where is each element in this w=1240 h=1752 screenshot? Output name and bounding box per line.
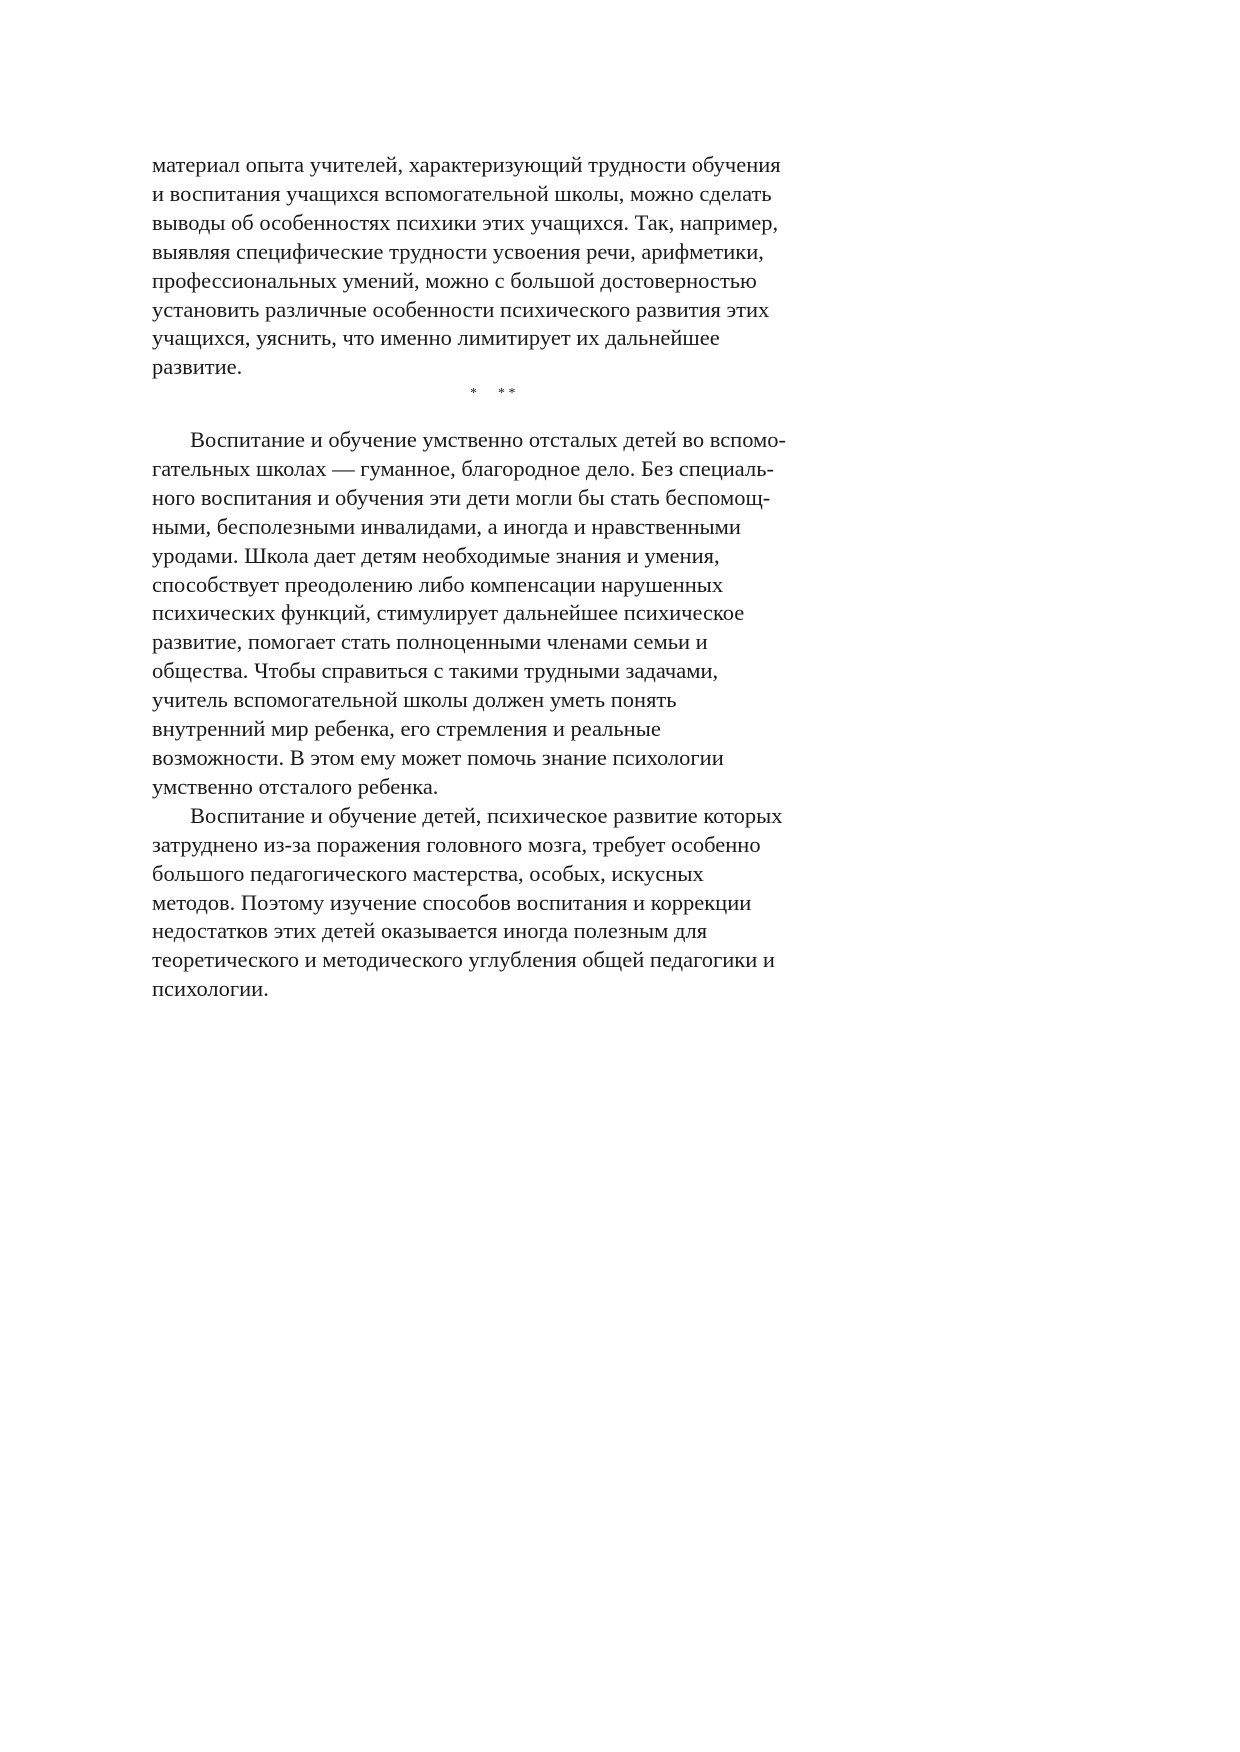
text-line: умственно отсталого ребенка. xyxy=(152,773,439,799)
paragraph-education-importance xyxy=(152,426,864,802)
text-line: затруднено из-за поражения головного мозга, требует особенно xyxy=(152,831,761,857)
text-line: недостатков этих детей оказывается иногда полезным для xyxy=(152,918,708,944)
paragraphs-main xyxy=(152,426,864,1004)
text-line: и воспитания учащихся вспомогательной школы, можно сделать xyxy=(152,180,772,206)
text-line: уродами. Школа дает детям необходимые знания и умения, xyxy=(152,542,720,568)
text-line: учитель вспомогательной школы должен уметь понять xyxy=(152,687,677,713)
text-line: психологии. xyxy=(152,976,269,1002)
text-line: возможности. В этом ему может помочь знание психологии xyxy=(152,744,724,770)
text-line: общества. Чтобы справиться с такими трудными задачами, xyxy=(152,658,719,684)
paragraph-continued xyxy=(152,151,864,382)
text-line: учащихся, уяснить, что именно лимитирует их дальнейшее xyxy=(152,325,720,351)
text-line: гательных школах — гуманное, благородное дело. Без специаль- xyxy=(152,455,774,481)
text-line: Воспитание и обучение умственно отсталых детей во вспомо- xyxy=(190,427,787,452)
text-line: способствует преодолению либо компенсации нарушенных xyxy=(152,571,724,597)
text-line: теоретического и методического углубления общей педагогики и xyxy=(152,947,775,973)
text-line: выявляя специфические трудности усвоения речи, арифметики, xyxy=(152,238,764,264)
text-line: ного воспитания и обучения эти дети могли бы стать беспомощ- xyxy=(152,484,771,510)
text-line: развитие, помогает стать полноценными членами семьи и xyxy=(152,629,708,655)
text-line: установить различные особенности психического развития этих xyxy=(152,296,770,322)
text-line: психических функций, стимулирует дальнейшее психическое xyxy=(152,600,745,626)
text-line: внутренний мир ребенка, его стремления и реальные xyxy=(152,716,661,742)
paragraph-pedagogy xyxy=(152,802,864,1004)
text-line: методов. Поэтому изучение способов воспитания и коррекции xyxy=(152,889,752,915)
text-line: выводы об особенностях психики этих учащихся. Так, например, xyxy=(152,209,779,235)
text-line: материал опыта учителей, характеризующий трудности обучения xyxy=(152,152,781,177)
text-line: профессиональных умений, можно с большой достоверностью xyxy=(152,267,757,293)
text-line: развитие. xyxy=(152,354,243,380)
text-line: Воспитание и обучение детей, психическое развитие которых xyxy=(190,802,783,828)
section-separator: * * * xyxy=(470,386,516,401)
text-line: большого педагогического мастерства, особых, искусных xyxy=(152,860,704,886)
text-line: ными, бесполезными инвалидами, а иногда и нравственными xyxy=(152,513,741,539)
